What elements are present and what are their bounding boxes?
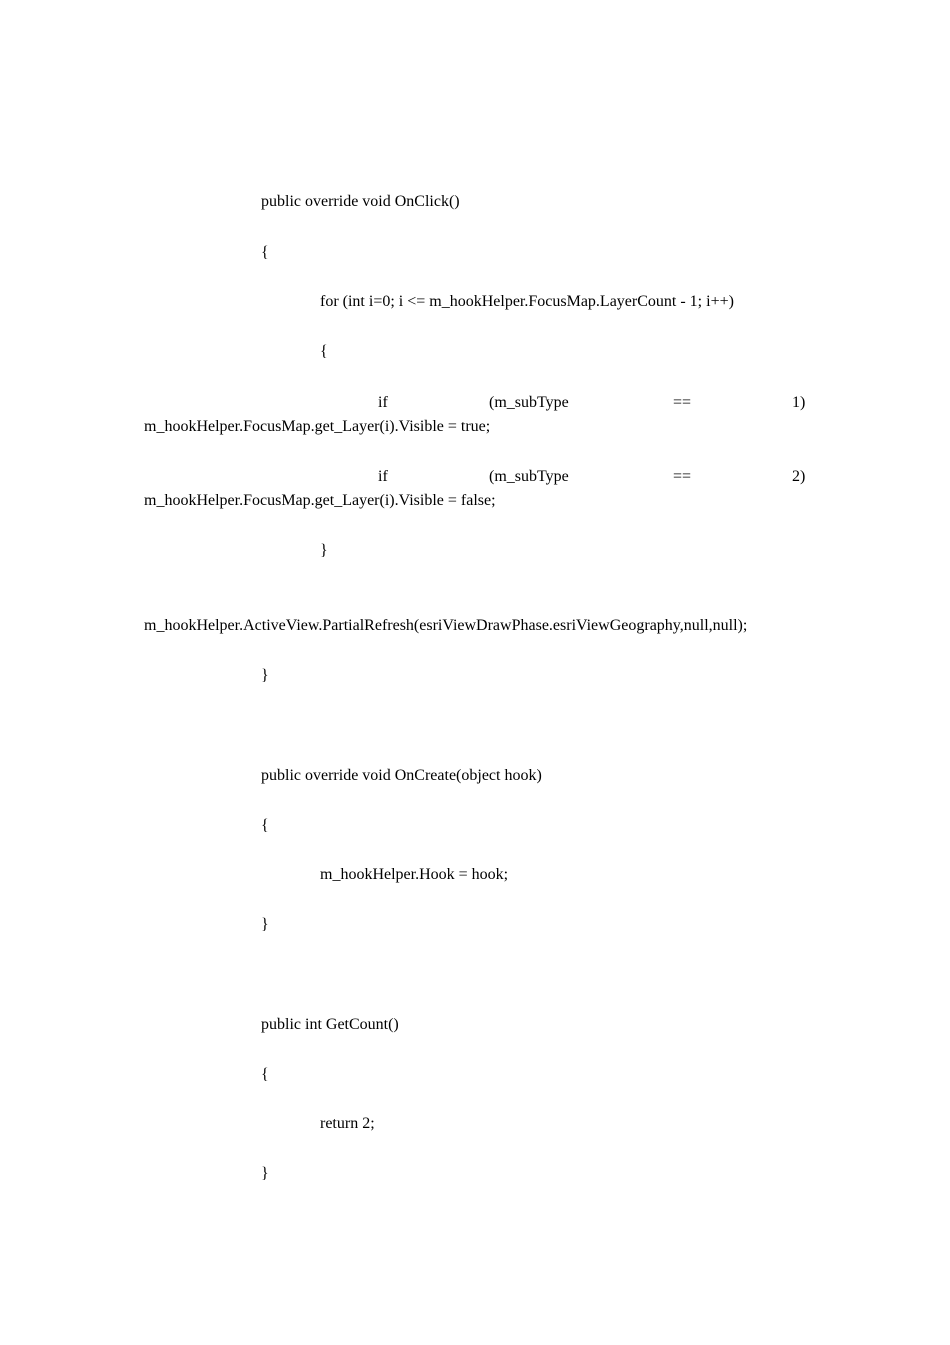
if2-operator: == bbox=[673, 468, 692, 485]
oncreate-signature: public override void OnCreate(object hook) bbox=[261, 767, 542, 784]
if2-condition: (m_subType bbox=[489, 468, 569, 485]
if1-value: 1) bbox=[792, 394, 806, 411]
for-open-brace: { bbox=[320, 343, 328, 360]
oncreate-body: m_hookHelper.Hook = hook; bbox=[320, 866, 509, 883]
oncreate-close-brace: } bbox=[261, 916, 269, 933]
getcount-body: return 2; bbox=[320, 1115, 375, 1132]
for-loop-line: for (int i=0; i <= m_hookHelper.FocusMap.LayerCount - 1; i++) bbox=[320, 293, 734, 310]
onclick-close-brace: } bbox=[261, 667, 269, 684]
for-close-brace: } bbox=[320, 542, 328, 559]
if2-value: 2) bbox=[792, 468, 806, 485]
if1-operator: == bbox=[673, 394, 692, 411]
getcount-close-brace: } bbox=[261, 1165, 269, 1182]
onclick-open-brace: { bbox=[261, 244, 269, 261]
if1-condition: (m_subType bbox=[489, 394, 569, 411]
if1-keyword: if bbox=[378, 394, 388, 411]
if2-continuation: m_hookHelper.FocusMap.get_Layer(i).Visible = false; bbox=[144, 492, 496, 509]
onclick-signature: public override void OnClick() bbox=[261, 193, 460, 210]
if1-continuation: m_hookHelper.FocusMap.get_Layer(i).Visible = true; bbox=[144, 418, 491, 435]
getcount-signature: public int GetCount() bbox=[261, 1016, 399, 1033]
partial-refresh-line: m_hookHelper.ActiveView.PartialRefresh(esriViewDrawPhase.esriViewGeography,null,null); bbox=[144, 617, 748, 634]
if2-keyword: if bbox=[378, 468, 388, 485]
getcount-open-brace: { bbox=[261, 1066, 269, 1083]
oncreate-open-brace: { bbox=[261, 817, 269, 834]
